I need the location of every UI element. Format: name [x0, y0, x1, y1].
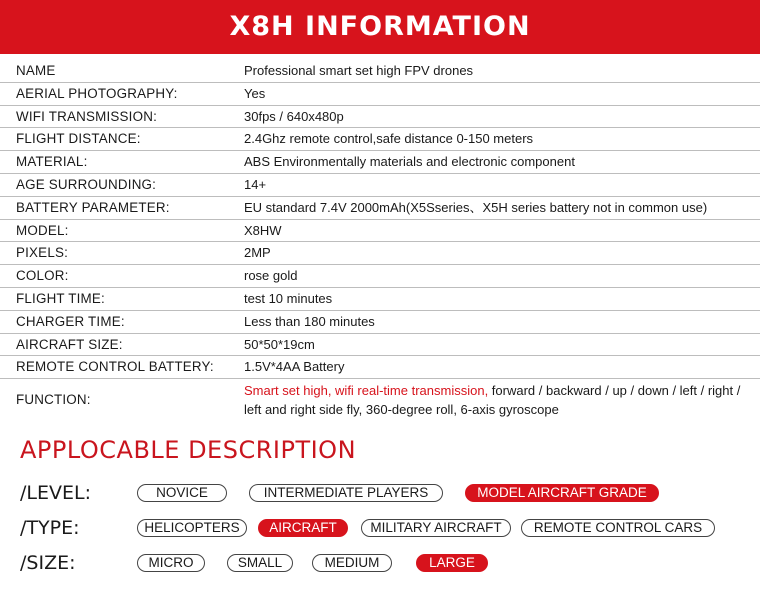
spec-row-aircraft-size	[0, 334, 760, 357]
spec-table	[0, 60, 760, 421]
spec-label: NAME	[16, 63, 56, 78]
spec-label: REMOTE CONTROL BATTERY:	[16, 359, 214, 375]
spec-label: PIXELS:	[16, 245, 69, 261]
spec-label: BATTERY PARAMETER:	[16, 199, 170, 215]
spec-row-aerial-photography	[0, 83, 760, 106]
spec-value: 2.4Ghz remote control,safe distance 0-150 meters	[244, 131, 534, 147]
spec-row-flight-distance	[0, 128, 760, 151]
type-row	[0, 515, 760, 541]
spec-row-flight-time	[0, 288, 760, 311]
spec-value: X8HW	[244, 222, 282, 238]
spec-value: Yes	[244, 85, 266, 101]
type-option-helicopters[interactable]: HELICOPTERS	[137, 519, 247, 537]
spec-row-wifi-transmission	[0, 106, 760, 129]
spec-value: 14+	[244, 176, 267, 192]
spec-row-age	[0, 174, 760, 197]
type-option-rc-cars[interactable]: REMOTE CONTROL CARS	[521, 519, 715, 537]
spec-row-name	[0, 60, 760, 83]
spec-row-remote-battery	[0, 356, 760, 379]
function-highlight: Smart set high, wifi real-time transmission,	[244, 383, 489, 399]
spec-value: rose gold	[244, 268, 298, 284]
level-label: /LEVEL:	[20, 482, 91, 504]
spec-value: 50*50*19cm	[244, 336, 315, 352]
level-option-intermediate[interactable]: INTERMEDIATE PLAYERS	[249, 484, 443, 502]
size-option-micro[interactable]: MICRO	[137, 554, 205, 572]
spec-label: FLIGHT DISTANCE:	[16, 131, 141, 147]
level-option-model-aircraft[interactable]: MODEL AIRCRAFT GRADE	[465, 484, 659, 502]
spec-label: AIRCRAFT SIZE:	[16, 336, 123, 352]
type-option-aircraft[interactable]: AIRCRAFT	[258, 519, 348, 537]
type-label: /TYPE:	[20, 517, 80, 539]
spec-value: 2MP	[244, 245, 271, 261]
spec-value: 1.5V*4AA Battery	[244, 359, 345, 375]
spec-value: test 10 minutes	[244, 290, 333, 306]
level-option-novice[interactable]: NOVICE	[137, 484, 227, 502]
spec-value: ABS Environmentally materials and electronic component	[244, 154, 575, 170]
function-rest: forward / backward / up / down / left / right / left and right side fly, 360-degree roll, 6-axis gyroscope	[244, 383, 741, 418]
spec-label: WIFI TRANSMISSION:	[16, 108, 157, 124]
spec-label: FLIGHT TIME:	[16, 290, 105, 306]
spec-value: EU standard 7.4V 2000mAh(X5Sseries、X5H series battery not in common use)	[244, 199, 708, 215]
section-title: APPLOCABLE DESCRIPTION	[20, 436, 357, 464]
size-option-small[interactable]: SMALL	[227, 554, 293, 572]
level-row	[0, 480, 760, 506]
spec-value: 30fps / 640x480p	[244, 108, 344, 124]
spec-label: CHARGER TIME:	[16, 313, 125, 329]
spec-row-color	[0, 265, 760, 288]
spec-label: MATERIAL:	[16, 154, 88, 170]
function-description	[244, 381, 744, 419]
spec-row-charger-time	[0, 311, 760, 334]
spec-label: FUNCTION:	[16, 392, 91, 408]
spec-row-battery	[0, 197, 760, 220]
size-option-large[interactable]: LARGE	[416, 554, 488, 572]
header-banner	[0, 0, 760, 54]
size-label: /SIZE:	[20, 552, 76, 574]
spec-row-material	[0, 151, 760, 174]
type-option-military-aircraft[interactable]: MILITARY AIRCRAFT	[361, 519, 511, 537]
spec-label: MODEL:	[16, 222, 69, 238]
spec-row-pixels	[0, 242, 760, 265]
spec-value: Less than 180 minutes	[244, 313, 375, 329]
page-title: X8H INFORMATION	[229, 11, 531, 42]
spec-label: AGE SURROUNDING:	[16, 176, 157, 192]
spec-label: AERIAL PHOTOGRAPHY:	[16, 85, 178, 101]
spec-value: Professional smart set high FPV drones	[244, 63, 474, 78]
size-option-medium[interactable]: MEDIUM	[312, 554, 392, 572]
spec-label: COLOR:	[16, 268, 69, 284]
spec-row-model	[0, 220, 760, 243]
size-row	[0, 550, 760, 576]
spec-row-function	[0, 379, 760, 421]
